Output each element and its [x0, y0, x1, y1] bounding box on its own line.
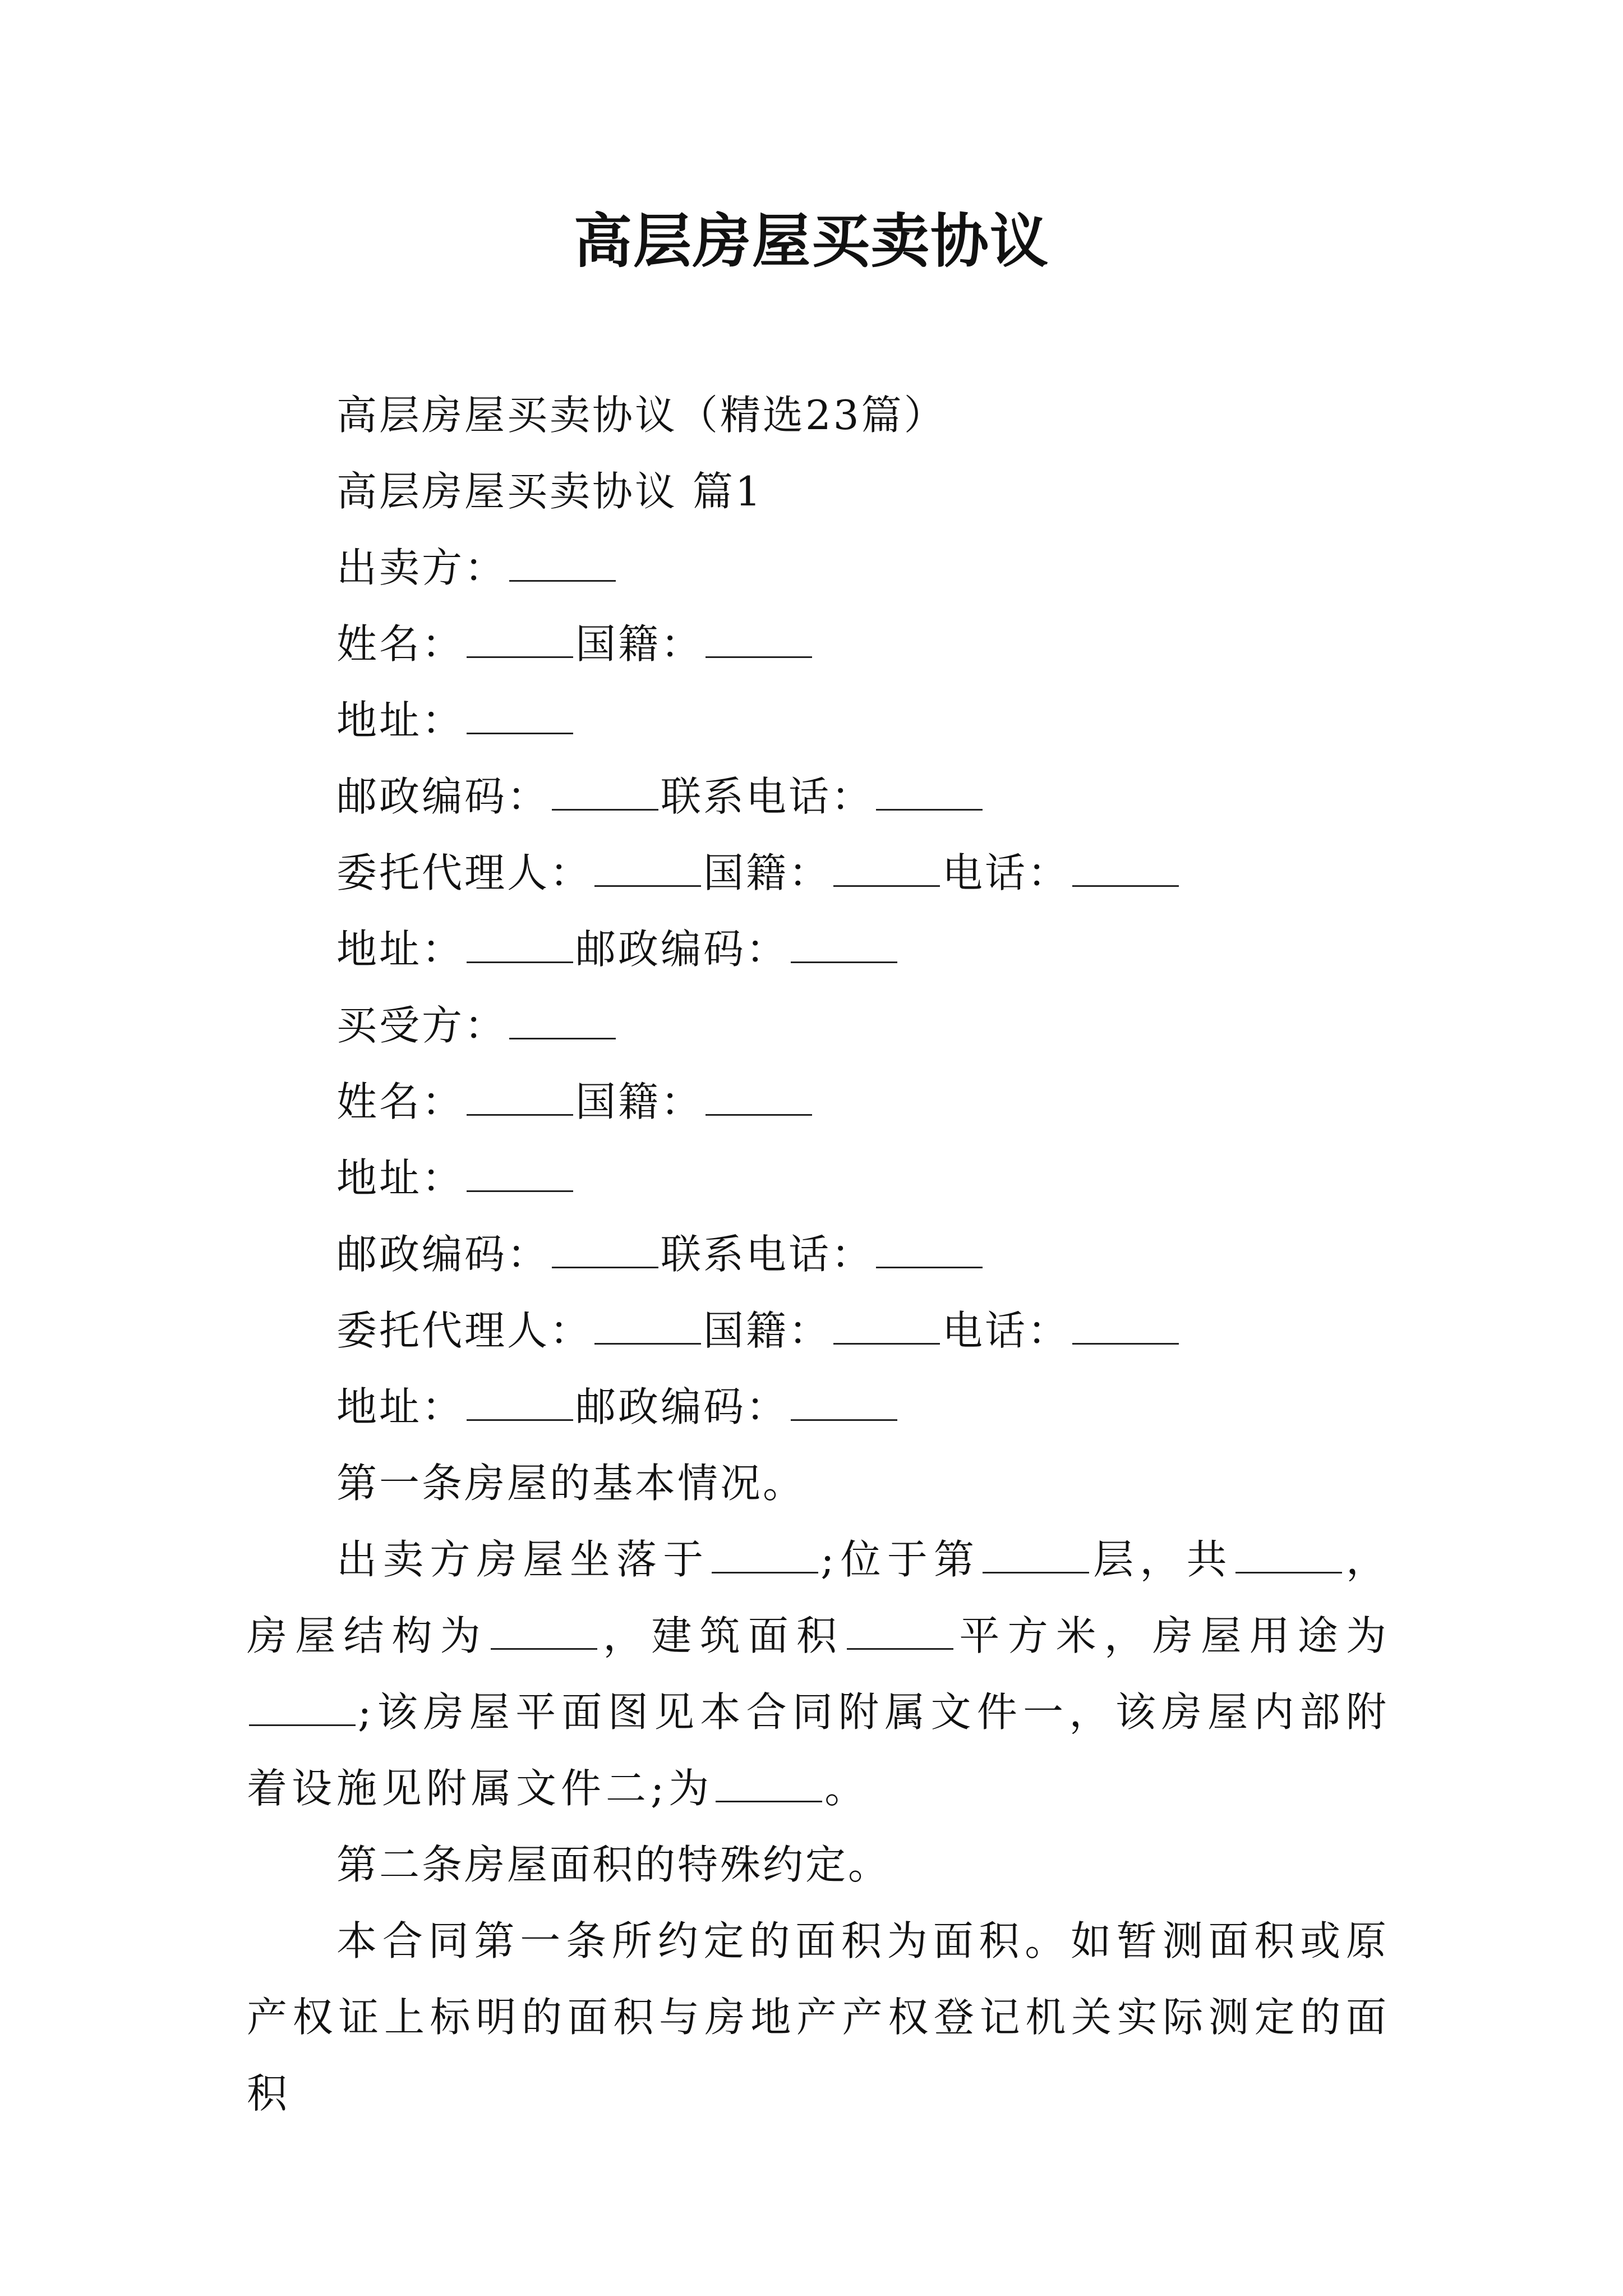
seller-agent-address-label: 地址：: [336, 926, 465, 973]
seller-contact-phone-label: 联系电话：: [661, 773, 874, 820]
seller-nationality-label: 国籍：: [575, 620, 704, 668]
buyer-label-line: [247, 987, 1391, 1064]
seller-address-line: [247, 682, 1391, 758]
seller-agent-blank: [594, 852, 701, 887]
seller-agent-label: 委托代理人：: [336, 849, 593, 896]
buyer-nationality-label: 国籍：: [575, 1078, 704, 1125]
buyer-agent-phone-label: 电话：: [942, 1307, 1071, 1354]
buyer-agent-address-blank: [467, 1386, 573, 1421]
buyer-address-line: [247, 1140, 1391, 1216]
seller-agent-line: [247, 835, 1391, 911]
buyer-agent-nationality-blank: [833, 1309, 940, 1345]
article1-text-f: 平方米，房屋用途为: [956, 1612, 1391, 1659]
seller-contact-phone-blank: [876, 775, 983, 811]
buyer-agent-address-label: 地址：: [336, 1383, 465, 1430]
seller-agent-postcode-blank: [791, 928, 897, 963]
article1-location-blank: [712, 1538, 818, 1573]
seller-address-label: 地址：: [336, 697, 465, 744]
article1-use-blank: [249, 1691, 356, 1726]
seller-postcode-label: 邮政编码：: [336, 773, 550, 820]
seller-agent-nationality-label: 国籍：: [703, 849, 832, 896]
buyer-blank: [509, 1004, 616, 1039]
article1-extra-blank: [716, 1767, 822, 1802]
buyer-agent-line: [247, 1292, 1391, 1369]
document-title: 高层房屋买卖协议: [573, 206, 1049, 275]
buyer-nationality-blank: [706, 1080, 812, 1116]
buyer-agent-nationality-label: 国籍：: [703, 1307, 832, 1354]
buyer-label: 买受方：: [336, 1002, 508, 1049]
article1-text-a: 出卖方房屋坐落于: [336, 1536, 710, 1583]
buyer-agent-label: 委托代理人：: [336, 1307, 593, 1354]
article2-paragraph: 本合同第一条所约定的面积为面积。如暂测面积或原产权证上标明的面积与房地产产权登记机关实际测定的面积: [247, 1917, 1391, 2117]
article1-text-c: 层，共: [1091, 1536, 1233, 1583]
buyer-name-blank: [467, 1080, 573, 1116]
document-body: [247, 377, 1391, 2132]
buyer-postcode-line: [247, 1216, 1391, 1292]
seller-blank: [509, 546, 616, 582]
seller-postcode-blank: [552, 775, 658, 811]
article1-text-d: ，房屋结构为: [247, 1536, 1391, 1659]
seller-label: 出卖方：: [336, 544, 508, 591]
article1-total-blank: [1235, 1538, 1342, 1573]
article1-text-g: ;该房屋平面图见本合同附属文件一，该房屋内部附着设施见附属文件二;为: [247, 1688, 1391, 1812]
seller-name-line: [247, 606, 1391, 682]
buyer-address-blank: [467, 1157, 573, 1192]
buyer-agent-postcode-label: 邮政编码：: [575, 1383, 789, 1430]
buyer-contact-phone-blank: [876, 1233, 983, 1268]
seller-address-blank: [467, 699, 573, 734]
seller-agent-address-blank: [467, 928, 573, 963]
seller-agent-postcode-label: 邮政编码：: [575, 926, 789, 973]
buyer-postcode-blank: [552, 1233, 658, 1268]
seller-agent-phone-label: 电话：: [942, 849, 1071, 896]
article1-structure-blank: [491, 1614, 597, 1650]
buyer-postcode-label: 邮政编码：: [336, 1231, 550, 1278]
buyer-agent-address-line: [247, 1369, 1391, 1445]
seller-nationality-blank: [706, 623, 812, 658]
section-heading: 高层房屋买卖协议 篇1: [336, 468, 763, 515]
seller-name-label: 姓名：: [336, 620, 465, 668]
article1-heading: 第一条房屋的基本情况。: [336, 1460, 806, 1507]
article1-paragraph: [247, 1521, 1391, 1826]
buyer-address-label: 地址：: [336, 1154, 465, 1202]
seller-agent-address-line: [247, 911, 1391, 987]
article1-area-blank: [847, 1614, 953, 1650]
article1-text-h: 。: [824, 1765, 870, 1812]
seller-postcode-line: [247, 758, 1391, 835]
article2-heading: 第二条房屋面积的特殊约定。: [336, 1841, 891, 1888]
buyer-agent-blank: [594, 1309, 701, 1345]
buyer-agent-phone-blank: [1072, 1309, 1179, 1345]
subtitle: 高层房屋买卖协议（精选23篇）: [336, 392, 947, 439]
seller-name-blank: [467, 623, 573, 658]
buyer-name-line: [247, 1064, 1391, 1140]
seller-agent-nationality-blank: [833, 852, 940, 887]
buyer-agent-postcode-blank: [791, 1386, 897, 1421]
seller-agent-phone-blank: [1072, 852, 1179, 887]
article1-text-e: ，建筑面积: [600, 1612, 845, 1659]
seller-label-line: [247, 530, 1391, 606]
buyer-name-label: 姓名：: [336, 1078, 465, 1125]
article1-floor-blank: [983, 1538, 1089, 1573]
article1-text-b: ;位于第: [820, 1536, 981, 1583]
buyer-contact-phone-label: 联系电话：: [661, 1231, 874, 1278]
